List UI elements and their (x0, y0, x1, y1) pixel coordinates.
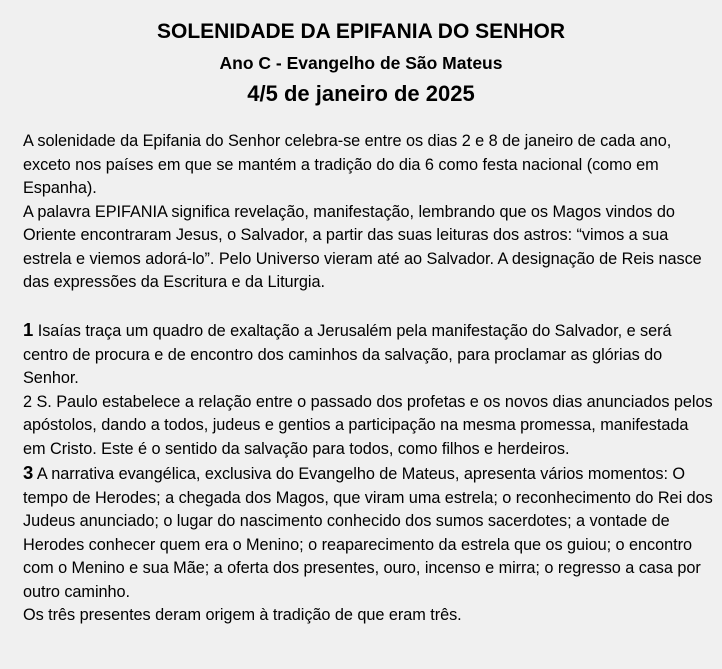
reading-number-3: 3 (23, 462, 34, 483)
reading-text-3: A narrativa evangélica, exclusiva do Evangelho de Mateus, apresenta vários momentos: O tempo de Herodes; a chegada dos Magos, que viram uma estrela; o reconhecimento do Rei dos Judeus anunciado; o lugar do nascimento conhecido dos sumos sacerdotes; a vontade de Herodes conhecer quem era o Menino; o reaparecimento da estrela que os guiou; o encontro com o Menino e sua Mãe; a oferta dos presentes, ouro, incenso e mirra; o regresso a casa por outro caminho. (23, 465, 713, 601)
reading-number-1: 1 (23, 319, 34, 340)
reading-paragraph-2 (23, 391, 713, 462)
document-subtitle: Ano C - Evangelho de São Mateus (219, 53, 503, 73)
reading-paragraph-1 (23, 318, 713, 391)
reading-number-2: 2 (23, 392, 33, 411)
reading-text-2: S. Paulo estabelece a relação entre o passado dos profetas e os novos dias anunciados pelos apóstolos, dando a todos, judeus e gentios a participação na mesma promessa, manifestada em Cristo. Este é o sentido da salvação para todos, como filhos e herdeiros. (23, 392, 713, 458)
closing-paragraph: Os três presentes deram origem à tradição de que eram três. (23, 606, 462, 624)
document-body (23, 130, 713, 628)
intro-paragraph-1: A solenidade da Epifania do Senhor celebra-se entre os dias 2 e 8 de janeiro de cada ano, exceto nos países em que se mantém a tradição do dia 6 como festa nacional (como em Espanha). (23, 132, 672, 197)
paragraph-spacer (23, 295, 713, 319)
document-title: SOLENIDADE DA EPIFANIA DO SENHOR (157, 20, 565, 43)
reading-text-1: Isaías traça um quadro de exaltação a Jerusalém pela manifestação do Salvador, e será centro de procura e de encontro dos caminhos da salvação, para proclamar as glórias do Senhor. (23, 322, 672, 387)
reading-paragraph-3 (23, 461, 713, 604)
intro-paragraph-2: A palavra EPIFANIA significa revelação, manifestação, lembrando que os Magos vindos do Oriente encontraram Jesus, o Salvador, a partir das suas leituras dos astros: “vimos a sua estrela e viemos adorá-lo”. Pelo Universo vieram até ao Salvador. A designação de Reis nasce das expressões da Escritura e da Liturgia. (23, 202, 702, 291)
document-date: 4/5 de janeiro de 2025 (247, 81, 475, 106)
